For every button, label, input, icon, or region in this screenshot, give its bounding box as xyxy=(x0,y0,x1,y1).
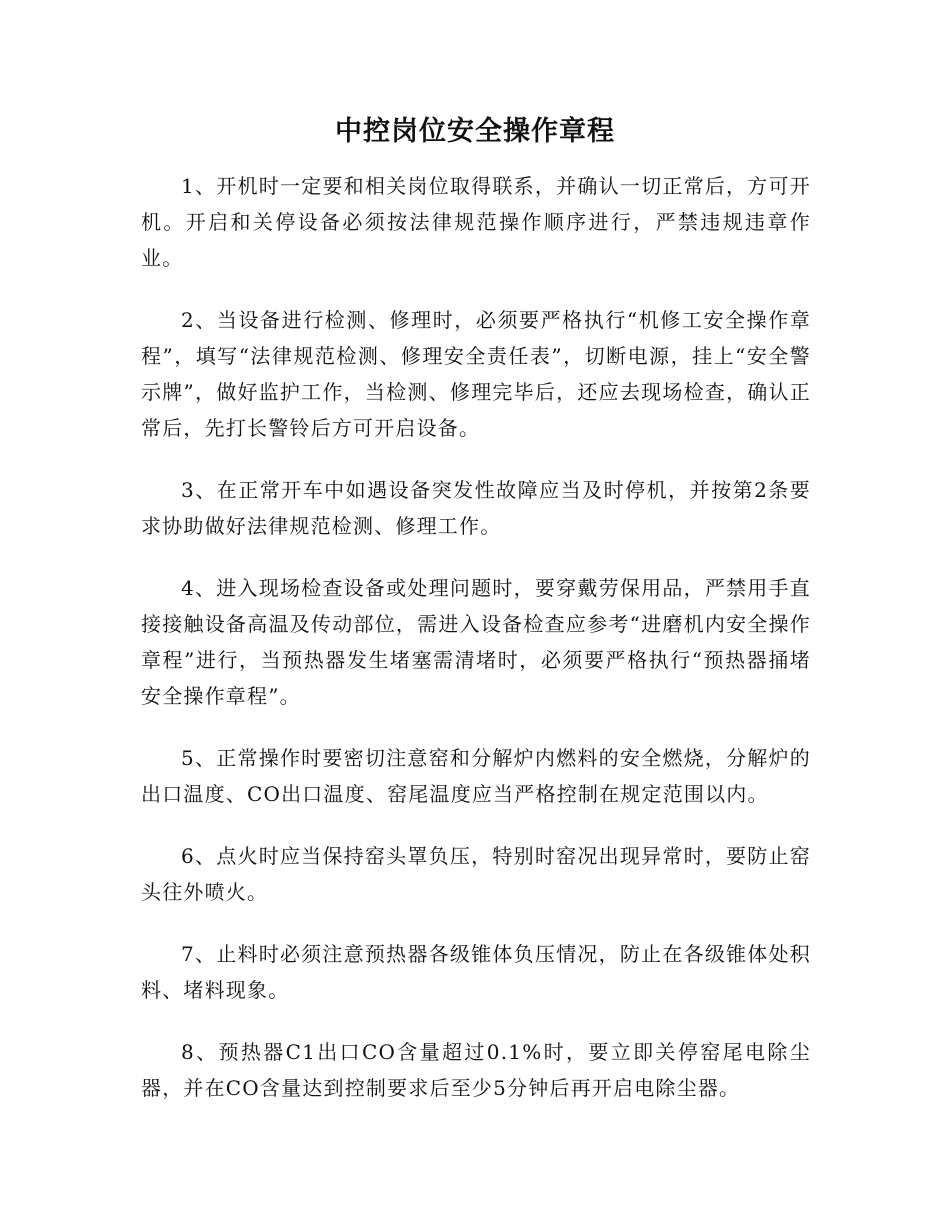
page-title: 中控岗位安全操作章程 xyxy=(335,116,615,147)
rule-paragraph-5: 5、正常操作时要密切注意窑和分解炉内燃料的安全燃烧，分解炉的出口温度、CO出口温度、窑尾温度应当严格控制在规定范围以内。 xyxy=(141,746,811,806)
rule-paragraph-8: 8、预热器C1出口CO含量超过0.1%时，要立即关停窑尾电除尘器，并在CO含量达到控制要求后至少5分钟后再开启电除尘器。 xyxy=(141,1040,811,1100)
rule-paragraph-7: 7、止料时必须注意预热器各级锥体负压情况，防止在各级锥体处积料、堵料现象。 xyxy=(141,942,811,1002)
document-body xyxy=(141,168,811,1132)
rule-paragraph-4: 4、进入现场检查设备或处理问题时，要穿戴劳保用品，严禁用手直接接触设备高温及传动部位，需进入设备检查应参考“进磨机内安全操作章程”进行，当预热器发生堵塞需清堵时，必须要严格执行“预热器捅堵安全操作章程”。 xyxy=(141,576,811,708)
rule-paragraph-2: 2、当设备进行检测、修理时，必须要严格执行“机修工安全操作章程”，填写“法律规范检测、修理安全责任表”，切断电源，挂上“安全警示牌”，做好监护工作，当检测、修理完毕后，还应去现场检查，确认正常后，先打长警铃后方可开启设备。 xyxy=(141,308,811,440)
rule-paragraph-1: 1、开机时一定要和相关岗位取得联系，并确认一切正常后，方可开机。开启和关停设备必须按法律规范操作顺序进行，严禁违规违章作业。 xyxy=(141,174,811,270)
rule-paragraph-6: 6、点火时应当保持窑头罩负压，特别时窑况出现异常时，要防止窑头往外喷火。 xyxy=(141,844,811,904)
rule-paragraph-3: 3、在正常开车中如遇设备突发性故障应当及时停机，并按第2条要求协助做好法律规范检测、修理工作。 xyxy=(141,478,811,538)
